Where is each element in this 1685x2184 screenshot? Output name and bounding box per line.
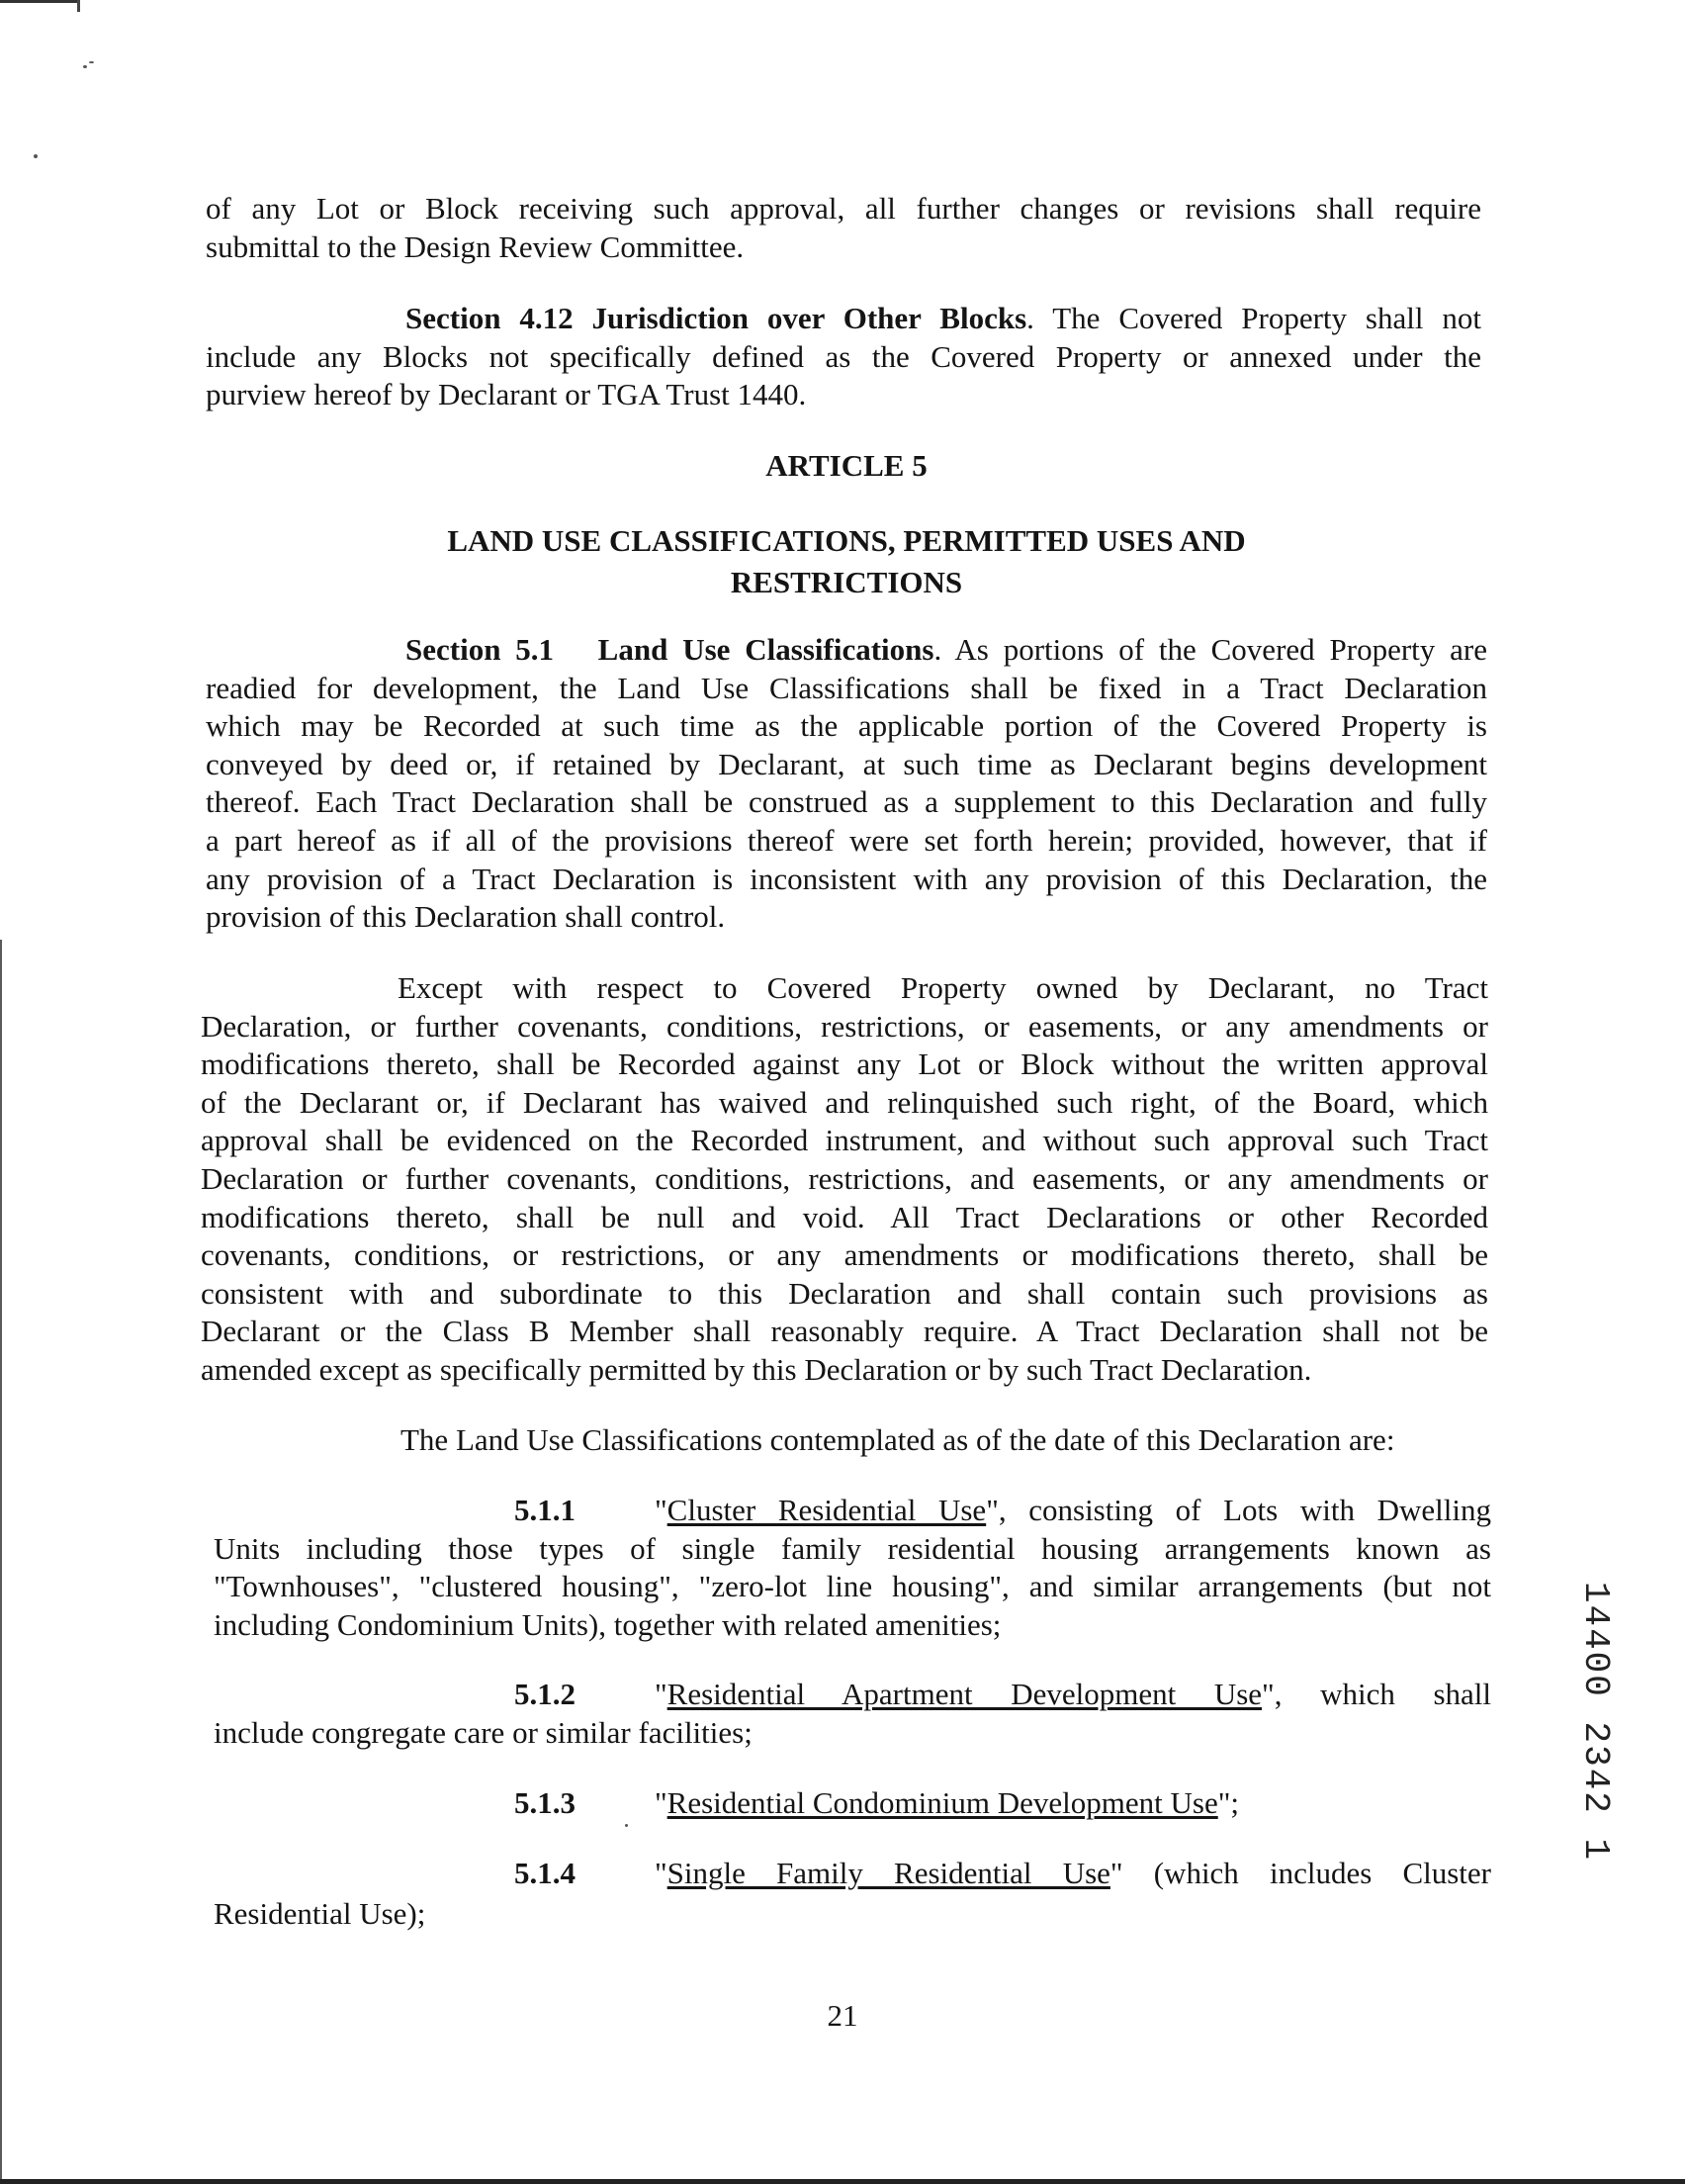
defined-term: Residential Apartment Development Use [666, 1677, 1263, 1711]
recording-number-text: 14400 2342 1 [1575, 1581, 1617, 1862]
text-line: 5.1.1 "Cluster Residential Use", consisting of Lots with Dwelling [214, 1492, 1491, 1530]
classifications-intro [400, 1421, 1488, 1460]
text-line: conveyed by deed or, if retained by Declarant, at such time as Declarant begins development [206, 746, 1487, 781]
scan-speck [89, 61, 94, 63]
text-line: 5.1.2 "Residential Apartment Development Use", which shall [214, 1676, 1491, 1714]
section-5-1 [206, 631, 1487, 937]
subsection-5-1-4 [214, 1855, 1491, 1933]
text-line: The Land Use Classifications contemplated as of the date of this Declaration are: [400, 1422, 1395, 1457]
scan-speck [625, 1824, 628, 1827]
scan-artifact-top-line [0, 0, 77, 3]
text-line: purview hereof by Declarant or TGA Trust 1440. [206, 377, 807, 412]
text-line: Except with respect to Covered Property owned by Declarant, no Tract [398, 970, 1488, 1005]
text-line: 5.1.4 "Single Family Residential Use" (which includes Cluster [214, 1855, 1491, 1893]
article-number: ARTICLE 5 [765, 448, 928, 483]
text-line: Section 5.1 Land Use Classifications. As portions of the Covered Property are [405, 632, 1487, 667]
article-title-line: RESTRICTIONS [730, 565, 963, 599]
text-line: including Condominium Units), together with related amenities; [214, 1606, 1002, 1642]
text-line: include congregate care or similar facilities; [214, 1714, 753, 1750]
text-line: modifications thereto, shall be Recorded against any Lot or Block without the written approval [201, 1046, 1488, 1082]
continuation-paragraph [206, 190, 1481, 266]
scan-artifact-tick [77, 0, 80, 12]
text-line: include any Blocks not specifically defined as the Covered Property or annexed under the [206, 338, 1481, 374]
text-line: thereof. Each Tract Declaration shall be construed as a supplement to this Declaration and fully [206, 784, 1487, 820]
subsection-5-1-1 [214, 1492, 1491, 1644]
text-line: Units including those types of single family residential housing arrangements known as [214, 1530, 1491, 1566]
margin-recording-number [1570, 1583, 1622, 1860]
text-line: Section 4.12 Jurisdiction over Other Blocks. The Covered Property shall not [405, 301, 1481, 335]
page-number: 21 [827, 1998, 858, 2033]
defined-term: Single Family Residential Use [666, 1856, 1110, 1890]
text-line: readied for development, the Land Use Classifications shall be fixed in a Tract Declaration [206, 670, 1487, 705]
subsection-5-1-3 [214, 1784, 1491, 1823]
defined-term: Residential Condominium Development Use [666, 1785, 1218, 1820]
text-line: modifications thereto, shall be null and void. All Tract Declarations or other Recorded [201, 1199, 1488, 1234]
text-line: of any Lot or Block receiving such approval, all further changes or revisions shall require [206, 191, 1481, 226]
text-line: submittal to the Design Review Committee. [206, 228, 745, 264]
except-paragraph [201, 969, 1488, 1390]
text-line: any provision of a Tract Declaration is inconsistent with any provision of this Declaration, the [206, 861, 1487, 896]
article-title [204, 520, 1489, 603]
text-line: which may be Recorded at such time as the applicable portion of the Covered Property is [206, 708, 1487, 744]
subsection-number: 5.1.1 [514, 1493, 576, 1527]
text-line: Declaration or further covenants, conditions, restrictions, and easements, or any amendments or [201, 1160, 1488, 1196]
scan-speck [83, 65, 87, 68]
scan-speck [34, 154, 38, 158]
text-line: 5.1.3 "Residential Condominium Development Use"; [214, 1784, 1491, 1823]
text-line: a part hereof as if all of the provisions thereof were set forth herein; provided, however, that if [206, 822, 1487, 858]
text-line: Residential Use); [214, 1895, 426, 1931]
text-line: amended except as specifically permitted by this Declaration or by such Tract Declaration. [201, 1351, 1312, 1387]
text-line: Declaration, or further covenants, conditions, restrictions, or easements, or any amendments or [201, 1008, 1488, 1044]
text-line: "Townhouses", "clustered housing", "zero-lot line housing", and similar arrangements (but not [214, 1569, 1491, 1604]
text-line: approval shall be evidenced on the Recorded instrument, and without such approval such Tract [201, 1123, 1488, 1158]
subsection-number: 5.1.2 [514, 1677, 576, 1711]
text-line: provision of this Declaration shall control. [206, 899, 726, 935]
text-line: Declarant or the Class B Member shall reasonably require. A Tract Declaration shall not be [201, 1314, 1488, 1349]
text-line: covenants, conditions, or restrictions, or any amendments or modifications thereto, shall be [201, 1237, 1488, 1273]
section-heading: Section 5.1 Land Use Classifications [405, 632, 934, 667]
article-title-line: LAND USE CLASSIFICATIONS, PERMITTED USES AND [447, 523, 1246, 558]
section-4-12 [206, 300, 1481, 414]
subsection-number: 5.1.3 [514, 1785, 576, 1820]
subsection-5-1-2 [214, 1676, 1491, 1752]
scan-artifact-bottom-edge [0, 2179, 1685, 2184]
subsection-number: 5.1.4 [514, 1856, 576, 1890]
defined-term: Cluster Residential Use [666, 1493, 987, 1527]
text-line: consistent with and subordinate to this Declaration and shall contain such provisions as [201, 1275, 1488, 1311]
text-line: of the Declarant or, if Declarant has waived and relinquished such right, of the Board, which [201, 1084, 1488, 1120]
section-heading: Section 4.12 Jurisdiction over Other Blocks [405, 301, 1027, 335]
